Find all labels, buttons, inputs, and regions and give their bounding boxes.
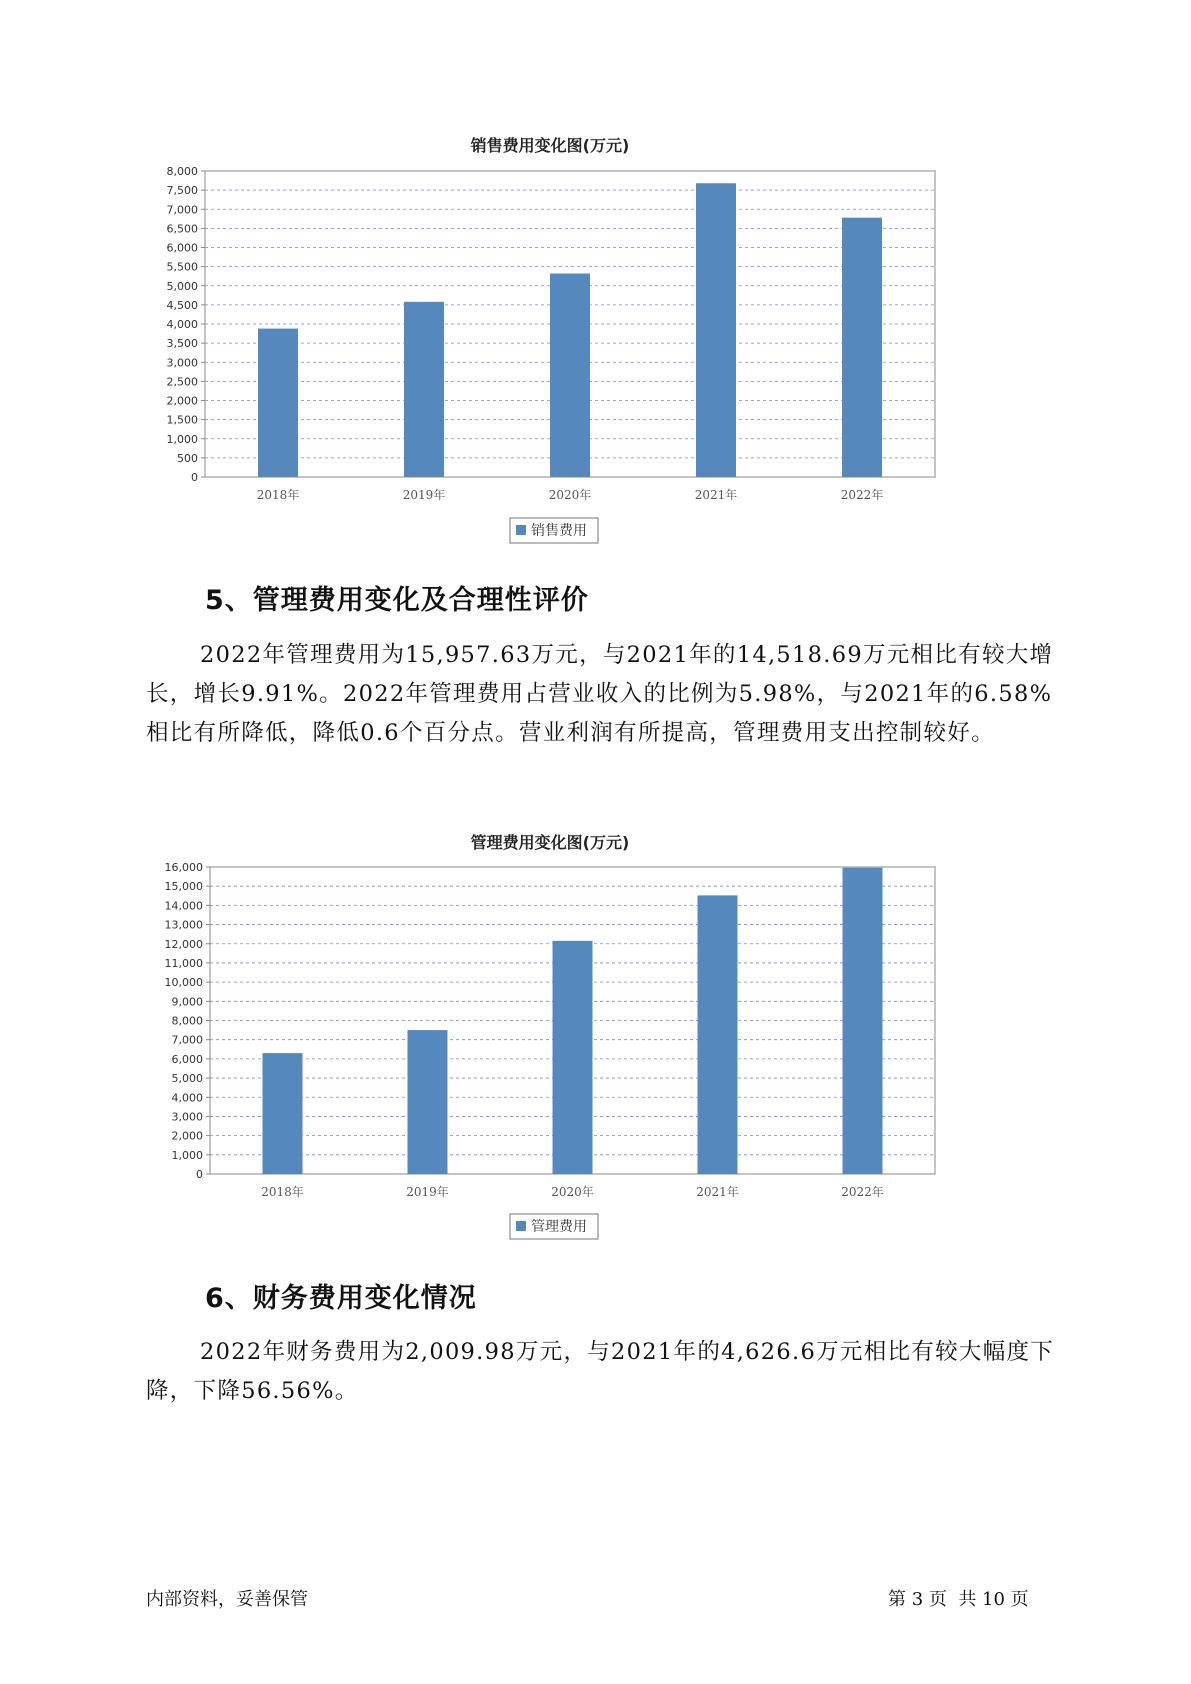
- y-tick-label: 8,000: [171, 1014, 203, 1028]
- legend-swatch: [516, 525, 526, 535]
- y-tick-label: 6,000: [166, 241, 198, 255]
- y-tick-label: 6,000: [171, 1052, 203, 1066]
- y-tick-label: 4,500: [166, 298, 198, 312]
- chart-legend: [510, 518, 598, 543]
- x-category-label: 2020年: [551, 1185, 594, 1199]
- bar: [842, 218, 882, 477]
- y-tick-label: 15,000: [164, 880, 203, 894]
- y-tick-label: 4,000: [171, 1091, 203, 1105]
- y-tick-label: 5,500: [166, 260, 198, 274]
- y-tick-label: 2,500: [166, 375, 198, 389]
- footer-page-number: 第 3 页 共 10 页: [888, 1589, 1029, 1610]
- x-category-label: 2019年: [406, 1185, 449, 1199]
- x-category-label: 2019年: [402, 488, 446, 502]
- y-tick-label: 7,000: [171, 1033, 203, 1047]
- y-tick-label: 12,000: [164, 937, 203, 951]
- y-tick-label: 8,000: [166, 165, 198, 178]
- y-tick-label: 10,000: [164, 976, 203, 990]
- admin-expense-chart: [150, 822, 1030, 1252]
- y-tick-label: 2,000: [171, 1129, 203, 1143]
- y-tick-label: 11,000: [164, 956, 203, 970]
- bar: [698, 895, 738, 1174]
- admin-expense-chart-svg: [150, 822, 1030, 1252]
- y-tick-label: 5,000: [166, 279, 198, 293]
- y-tick-label: 6,500: [166, 222, 198, 236]
- x-category-label: 2018年: [256, 488, 300, 502]
- legend-swatch: [516, 1221, 526, 1231]
- legend-label: 管理费用: [531, 1219, 587, 1235]
- y-tick-label: 1,500: [166, 413, 198, 427]
- y-tick-label: 3,500: [166, 337, 198, 351]
- x-category-label: 2022年: [841, 1185, 884, 1199]
- bar: [404, 302, 444, 477]
- bar: [408, 1030, 448, 1174]
- section-6-paragraph: 2022年财务费用为2,009.98万元，与2021年的4,626.6万元相比有较大幅度下降，下降56.56%。: [146, 1339, 1055, 1404]
- y-tick-label: 2,000: [166, 394, 198, 408]
- y-tick-label: 4,000: [166, 318, 198, 331]
- section-5-paragraph: 2022年管理费用为15,957.63万元，与2021年的14,518.69万元相比有较大增长，增长9.91%。2022年管理费用占营业收入的比例为5.98%，与2021年的6.58%相比有所降低，降低0.6个百分点。营业利润有所提高，管理费用支出控制较好。: [146, 642, 1054, 746]
- y-tick-label: 1,000: [166, 432, 198, 446]
- section-5-heading: 5、管理费用变化及合理性评价: [205, 585, 589, 616]
- bar: [550, 274, 590, 477]
- x-category-label: 2022年: [840, 488, 884, 502]
- y-tick-label: 14,000: [164, 899, 203, 913]
- bar: [263, 1053, 303, 1174]
- y-tick-label: 0: [196, 1168, 203, 1181]
- sales-expense-chart: [150, 125, 1030, 555]
- y-tick-label: 1,000: [171, 1148, 203, 1162]
- y-tick-label: 13,000: [164, 918, 203, 932]
- y-tick-label: 7,500: [166, 184, 198, 198]
- y-tick-label: 3,000: [166, 356, 198, 370]
- x-category-label: 2021年: [696, 1185, 739, 1199]
- y-tick-label: 0: [191, 471, 198, 484]
- y-tick-label: 7,000: [166, 203, 198, 217]
- x-category-label: 2021年: [694, 488, 738, 502]
- y-tick-label: 500: [177, 451, 198, 465]
- y-tick-label: 3,000: [171, 1110, 203, 1124]
- bar: [258, 329, 298, 477]
- sales-expense-chart-svg: [150, 125, 1030, 555]
- y-tick-label: 16,000: [164, 861, 203, 874]
- bar: [843, 868, 883, 1174]
- bar: [696, 183, 736, 477]
- section-6-heading: 6、财务费用变化情况: [205, 1283, 477, 1314]
- chart-title: 管理费用变化图(万元): [470, 833, 630, 852]
- footer-confidential: 内部资料，妥善保管: [146, 1589, 308, 1610]
- x-category-label: 2020年: [548, 488, 592, 502]
- chart-title: 销售费用变化图(万元): [470, 136, 630, 155]
- chart-legend: [510, 1214, 598, 1239]
- bar: [553, 941, 593, 1174]
- x-category-label: 2018年: [261, 1185, 304, 1199]
- y-tick-label: 5,000: [171, 1072, 203, 1086]
- legend-label: 销售费用: [531, 523, 587, 539]
- y-tick-label: 9,000: [171, 995, 203, 1009]
